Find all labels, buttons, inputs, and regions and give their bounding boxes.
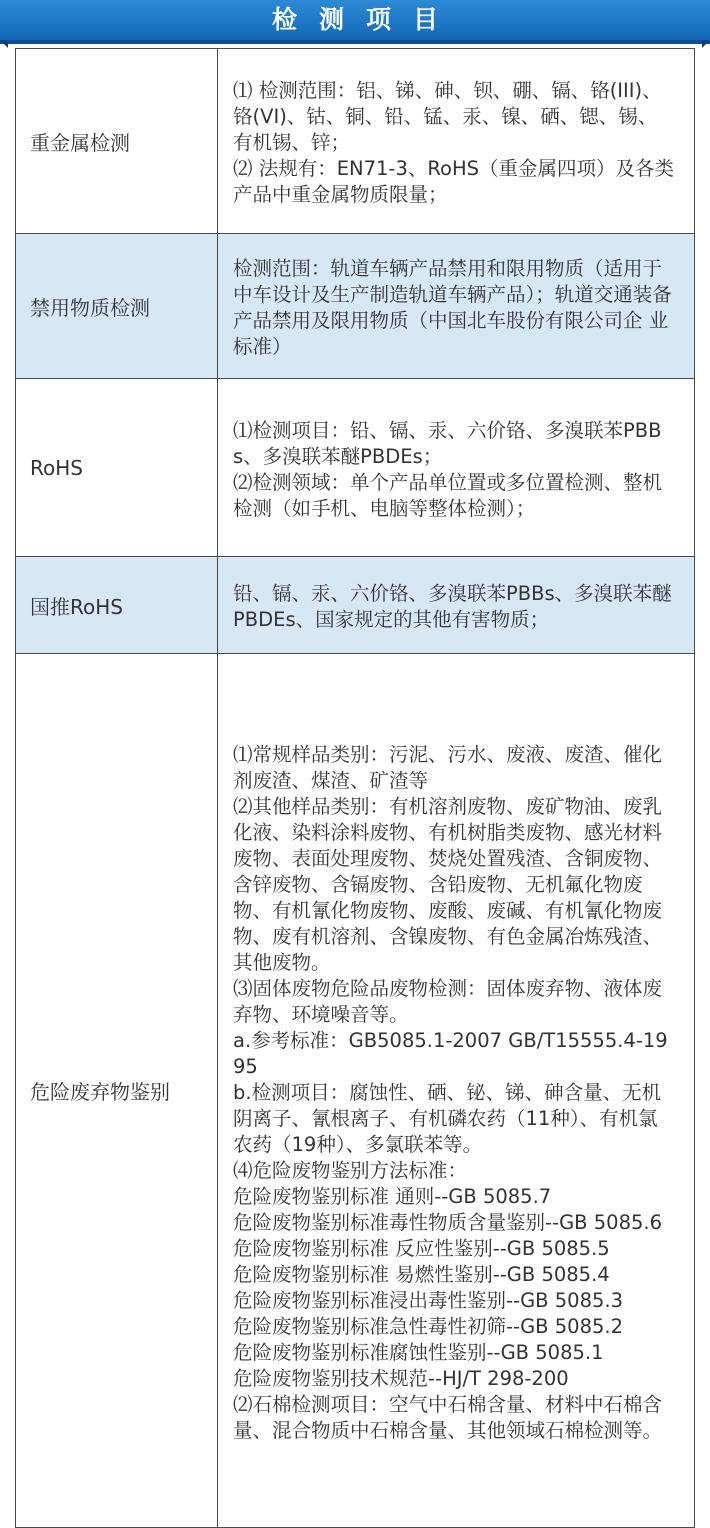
content-line: ⑵其他样品类别：有机溶剂废物、废矿物油、废乳化液、染料涂料废物、有机树脂类废物、感光材料废物、表面处理废物、焚烧处置残渣、含铜废物、含锌废物、含镉废物、含铅废物、无机氟化物废物、有机氰化物废物、废酸、废碱、有机氰化物废物、废有机溶剂、含镍废物、有色金属冶炼残渣、其他废物。 [233, 794, 663, 974]
content-line: ⑴常规样品类别：污泥、污水、废液、废渣、催化剂废渣、煤渣、矿渣等 [233, 742, 663, 792]
header-fold-right [702, 40, 710, 48]
table-row [16, 379, 695, 557]
row-content [218, 49, 695, 234]
section-header [0, 0, 710, 48]
content-line: ⑴ 检测范围：铝、锑、砷、钡、硼、镉、铬(III)、铬(VI)、钴、铜、铅、锰、汞、镍、硒、锶、锡、有机锡、锌； [233, 79, 662, 154]
table-row [16, 557, 695, 654]
content-line: ⑵石棉检测项目：空气中石棉含量、材料中石棉含量、混合物质中石棉含量、其他领域石棉检测等。 [233, 1392, 663, 1442]
row-content [218, 557, 695, 654]
row-label: RoHS [16, 379, 218, 557]
content-line: 危险废物鉴别标准腐蚀性鉴别--GB 5085.1 [233, 1340, 604, 1364]
content-line: 危险废物鉴别技术规范--HJ/T 298-200 [233, 1366, 569, 1390]
test-items-table [15, 48, 695, 1528]
row-label: 禁用物质检测 [16, 234, 218, 379]
content-line: ⑶固体废物危险品废物检测：固体废弃物、液体废弃物、环境噪音等。 [233, 976, 663, 1026]
content-line: ⑵ 法规有：EN71-3、RoHS（重金属四项）及各类产品中重金属物质限量； [233, 157, 675, 206]
content-line: 危险废物鉴别标准浸出毒性鉴别--GB 5085.3 [233, 1288, 623, 1312]
content-line: 危险废物鉴别标准 易燃性鉴别--GB 5085.4 [233, 1262, 610, 1286]
content-line: 检测范围：轨道车辆产品禁用和限用物质（适用于中车设计及生产制造轨道车辆产品）；轨道交通装备产品禁用及限用物质（中国北车股份有限公司企 业标准） [233, 257, 672, 358]
table-row [16, 234, 695, 379]
content-line: b.检测项目：腐蚀性、硒、铋、锑、砷含量、无机阴离子、氰根离子、有机磷农药（11种）、有机氯农药（19种）、多氯联苯等。 [233, 1080, 662, 1156]
content-line: ⑷危险废物鉴别方法标准： [233, 1158, 468, 1182]
content-line: 危险废物鉴别标准急性毒性初筛--GB 5085.2 [233, 1314, 623, 1338]
content-line: 铅、镉、汞、六价铬、多溴联苯PBBs、多溴联苯醚PBDEs、国家规定的其他有害物质； [233, 582, 672, 631]
content-line: ⑵检测领域：单个产品单位置或多位置检测、整机检测（如手机、电脑等整体检测）； [233, 470, 663, 520]
row-content [218, 379, 695, 557]
content-line: ⑴检测项目：铅、镉、汞、六价铬、多溴联苯PBBs、多溴联苯醚PBDEs； [233, 418, 662, 468]
content-line: 危险废物鉴别标准 通则--GB 5085.7 [233, 1184, 552, 1208]
row-label: 重金属检测 [16, 49, 218, 234]
header-title: 检测项目 [271, 5, 460, 34]
content-line: 危险废物鉴别标准毒性物质含量鉴别--GB 5085.6 [233, 1210, 662, 1234]
row-content [218, 654, 695, 1528]
content-line: a.参考标准：GB5085.1-2007 GB/T15555.4-1995 [233, 1028, 668, 1078]
content-line: 危险废物鉴别标准 反应性鉴别--GB 5085.5 [233, 1236, 610, 1260]
table-row [16, 654, 695, 1528]
table-row [16, 49, 695, 234]
row-label: 危险废弃物鉴别 [16, 654, 218, 1528]
row-content [218, 234, 695, 379]
header-fold-left [0, 40, 8, 48]
header-underline [0, 40, 710, 44]
row-label: 国推RoHS [16, 557, 218, 654]
